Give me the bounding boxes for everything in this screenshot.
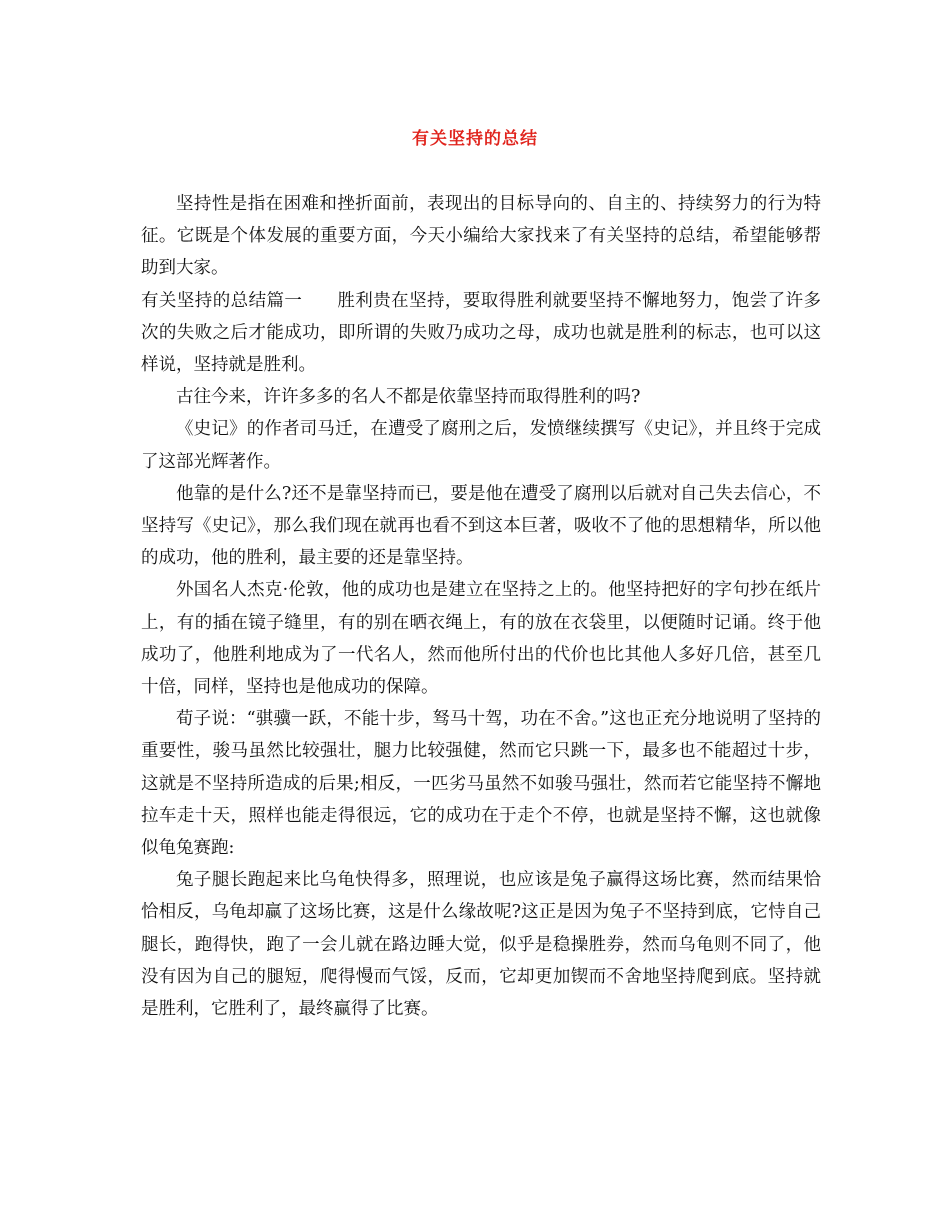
- body-paragraph: 外国名人杰克·伦敦，他的成功也是建立在坚持之上的。他坚持把好的字句抄在纸片上，有的插在镜子缝里，有的别在晒衣绳上，有的放在衣袋里，以便随时记诵。终于他成功了，他胜利地成为了一代名人，然而他所付出的代价也比其他人多好几倍，甚至几十倍，同样，坚持也是他成功的保障。: [141, 580, 821, 698]
- body-paragraph: 他靠的是什么?还不是靠坚持而已，要是他在遭受了腐刑以后就对自己失去信心，不坚持写《史记》，那么我们现在就再也看不到这本巨著，吸收不了他的思想精华，所以他的成功，他的胜利，最主要的还是靠坚持。: [141, 483, 821, 569]
- body-paragraph: 兔子腿长跑起来比乌龟快得多，照理说，也应该是兔子赢得这场比赛，然而结果恰恰相反，乌龟却赢了这场比赛，这是什么缘故呢?这正是因为兔子不坚持到底，它恃自己腿长，跑得快，跑了一会儿就在路边睡大觉，似乎是稳操胜券，然而乌龟则不同了，他没有因为自己的腿短，爬得慢而气馁，反而，它却更加锲而不舍地坚持爬到底。坚持就是胜利，它胜利了，最终赢得了比赛。: [141, 870, 821, 1020]
- document-body: [141, 188, 821, 1025]
- body-paragraph: 荀子说：“骐骥一跃，不能十步，驽马十驾，功在不舍。”这也正充分地说明了坚持的重要性，骏马虽然比较强壮，腿力比较强健，然而它只跳一下，最多也不能超过十步，这就是不坚持所造成的后果;相反，一匹劣马虽然不如骏马强壮，然而若它能坚持不懈地拉车走十天，照样也能走得很远，它的成功在于走个不停，也就是坚持不懈，这也就像似龟兔赛跑:: [141, 709, 821, 859]
- body-paragraph: 《史记》的作者司马迁，在遭受了腐刑之后，发愤继续撰写《史记》，并且终于完成了这部光辉著作。: [141, 419, 821, 472]
- body-paragraph: 古往今来，许许多多的名人不都是依靠坚持而取得胜利的吗?: [176, 387, 641, 408]
- section-first-text: 胜利贵在坚持，要取得胜利就要坚持不懈地努力，饱尝了许多次的失败之后才能成功，即所谓的失败乃成功之母，成功也就是胜利的标志，也可以这样说，坚持就是胜利。: [141, 290, 822, 376]
- section-heading: 有关坚持的总结篇一: [141, 290, 303, 311]
- document-title: 有关坚持的总结: [412, 129, 538, 149]
- intro-paragraph: 坚持性是指在困难和挫折面前，表现出的目标导向的、自主的、持续努力的行为特征。它既是个体发展的重要方面，今天小编给大家找来了有关坚持的总结，希望能够帮助到大家。: [141, 194, 821, 279]
- section-first-paragraph: [141, 285, 821, 382]
